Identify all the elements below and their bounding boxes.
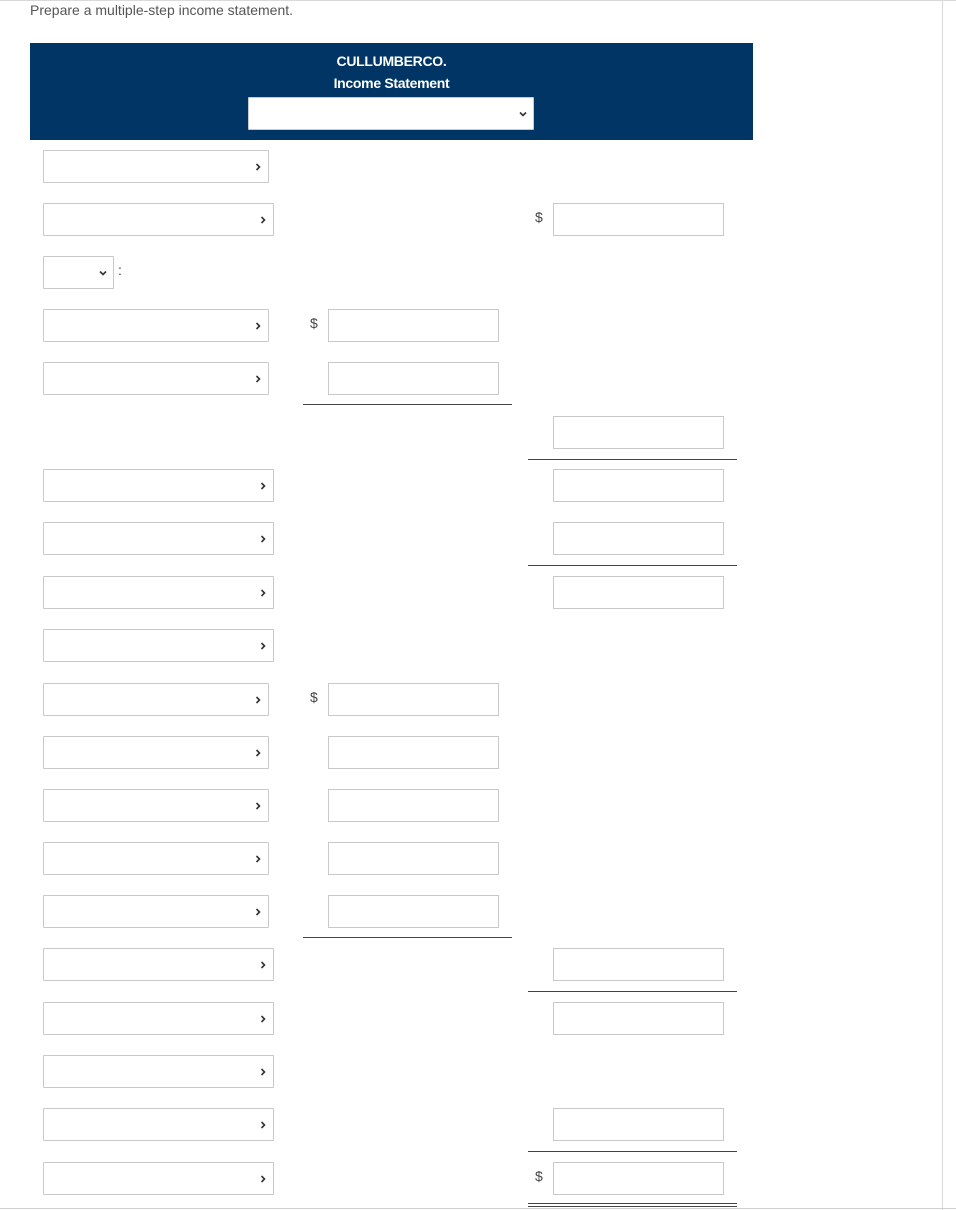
account-select[interactable] — [43, 362, 269, 395]
question-prompt: Prepare a multiple-step income statement. — [30, 2, 294, 18]
chevron-right-icon — [254, 696, 262, 704]
account-select[interactable] — [43, 150, 269, 183]
chevron-right-icon — [259, 1121, 267, 1129]
amount-input[interactable] — [328, 895, 499, 928]
bottom-border — [0, 1208, 956, 1209]
right-scrollbar-edge — [942, 0, 943, 1210]
currency-symbol: $ — [310, 315, 318, 331]
chevron-right-icon — [254, 322, 262, 330]
chevron-right-icon — [254, 802, 262, 810]
chevron-right-icon — [259, 642, 267, 650]
chevron-right-icon — [254, 908, 262, 916]
account-select[interactable] — [43, 736, 269, 769]
subtotal-rule — [303, 937, 512, 938]
account-select[interactable] — [43, 469, 274, 502]
operator-select[interactable] — [43, 256, 114, 289]
double-rule-bottom — [528, 1206, 737, 1207]
chevron-down-icon — [99, 269, 107, 277]
chevron-right-icon — [259, 1175, 267, 1183]
amount-input[interactable] — [328, 362, 499, 395]
chevron-right-icon — [259, 482, 267, 490]
amount-input[interactable] — [328, 736, 499, 769]
currency-symbol: $ — [535, 1168, 543, 1184]
account-select[interactable] — [43, 948, 274, 981]
statement-header — [30, 43, 753, 140]
amount-input[interactable] — [553, 1108, 724, 1141]
amount-input[interactable] — [328, 842, 499, 875]
account-select[interactable] — [43, 1002, 274, 1035]
statement-title: Income Statement — [333, 75, 450, 91]
account-select[interactable] — [43, 842, 269, 875]
account-select[interactable] — [43, 1108, 274, 1141]
period-select[interactable] — [248, 97, 534, 130]
chevron-right-icon — [259, 1068, 267, 1076]
subtotal-rule — [528, 1151, 737, 1152]
colon-separator: : — [118, 262, 122, 278]
currency-symbol: $ — [535, 209, 543, 225]
account-select[interactable] — [43, 1055, 274, 1088]
account-select[interactable] — [43, 1162, 274, 1195]
account-select[interactable] — [43, 895, 269, 928]
account-select[interactable] — [43, 576, 274, 609]
chevron-right-icon — [259, 216, 267, 224]
top-border — [0, 0, 956, 1]
chevron-right-icon — [259, 535, 267, 543]
chevron-right-icon — [259, 961, 267, 969]
account-select[interactable] — [43, 522, 274, 555]
amount-input[interactable] — [553, 522, 724, 555]
amount-input[interactable] — [553, 469, 724, 502]
amount-input[interactable] — [553, 416, 724, 449]
subtotal-rule — [528, 459, 737, 460]
account-select[interactable] — [43, 309, 269, 342]
subtotal-rule — [303, 404, 512, 405]
chevron-right-icon — [254, 749, 262, 757]
amount-input[interactable] — [553, 1162, 724, 1195]
amount-input[interactable] — [328, 683, 499, 716]
amount-input[interactable] — [553, 576, 724, 609]
amount-input[interactable] — [553, 1002, 724, 1035]
amount-input[interactable] — [328, 309, 499, 342]
chevron-right-icon — [254, 163, 262, 171]
chevron-right-icon — [259, 1015, 267, 1023]
account-select[interactable] — [43, 789, 269, 822]
subtotal-rule — [528, 565, 737, 566]
currency-symbol: $ — [310, 689, 318, 705]
amount-input[interactable] — [553, 948, 724, 981]
chevron-right-icon — [254, 855, 262, 863]
chevron-down-icon — [519, 110, 527, 118]
double-rule-top — [528, 1203, 737, 1204]
company-name: CULLUMBERCO. — [336, 53, 447, 69]
subtotal-rule — [528, 991, 737, 992]
account-select[interactable] — [43, 203, 274, 236]
account-select[interactable] — [43, 683, 269, 716]
account-select[interactable] — [43, 629, 274, 662]
amount-input[interactable] — [328, 789, 499, 822]
amount-input[interactable] — [553, 203, 724, 236]
chevron-right-icon — [259, 589, 267, 597]
chevron-right-icon — [254, 375, 262, 383]
